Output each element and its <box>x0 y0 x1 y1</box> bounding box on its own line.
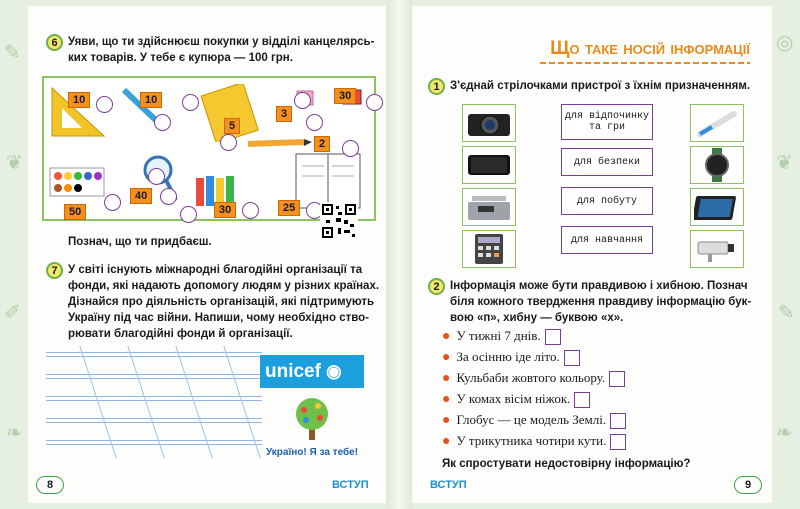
price-tag: 25 <box>278 200 300 216</box>
price-tag: 30 <box>214 202 236 218</box>
statement: ● У трикутника чотири кути. <box>442 433 626 450</box>
security-camera-device <box>690 230 744 268</box>
task2-question: Як спростувати недостовірну інформацію? <box>442 458 691 470</box>
statement: ● У комах вісім ніжок. <box>442 391 590 408</box>
scale-device <box>462 188 516 226</box>
section-footer: ВСТУП <box>430 479 467 491</box>
purpose-label[interactable]: для безпеки <box>561 148 653 176</box>
answer-circle[interactable] <box>342 140 359 157</box>
price-tag: 50 <box>64 204 86 220</box>
bullet-icon: ● <box>442 329 451 344</box>
leaf-decoration-icon: ❦ <box>776 152 793 174</box>
bullet-icon: ● <box>442 392 451 407</box>
stationery-grid <box>42 76 376 221</box>
task-number: 2 <box>428 278 445 295</box>
price-tag: 40 <box>130 188 152 204</box>
price-tag: 2 <box>314 136 330 152</box>
title-underline <box>540 60 750 66</box>
brush-decoration-icon: ✐ <box>4 302 21 324</box>
statement: ● За осінню іде літо. <box>442 349 580 366</box>
calculator-device <box>462 230 516 268</box>
section-footer: ВСТУП <box>332 479 369 491</box>
answer-circle[interactable] <box>154 114 171 131</box>
answer-circle[interactable] <box>160 188 177 205</box>
tablet-device <box>690 188 744 226</box>
task1-text: З'єднай стрілочками пристрої з їхнім призначенням. <box>450 80 751 92</box>
purpose-label[interactable]: для відпочинку та гри <box>561 104 653 140</box>
smartwatch-device <box>690 146 744 184</box>
left-page <box>28 6 386 503</box>
phone-device <box>462 146 516 184</box>
purpose-label[interactable]: для побуту <box>561 187 653 215</box>
price-tag: 30 <box>334 88 356 104</box>
qr-code-icon <box>320 202 358 240</box>
answer-circle[interactable] <box>148 168 165 185</box>
task6-line1: Уяви, що ти здійснюєш покупки у відділі канцелярсь- <box>68 36 375 48</box>
pencil-decoration-icon: ✎ <box>778 302 795 324</box>
tablet-icon <box>694 192 740 222</box>
task6-answer-prompt: Познач, що ти придбаєш. <box>68 236 212 248</box>
task6-line2: ких товарів. У тебе є купюра — 100 грн. <box>68 52 293 64</box>
thermometer-device <box>690 104 744 142</box>
answer-circle[interactable] <box>306 114 323 131</box>
answer-circle[interactable] <box>182 94 199 111</box>
task-number: 1 <box>428 78 445 95</box>
calculator-icon <box>472 232 506 266</box>
task7-line: фонди, які надають допомогу людям у різних країнах. <box>68 280 380 292</box>
statement: ● Кульбаби жовтого кольору. <box>442 370 625 387</box>
smartphone-icon <box>466 152 512 178</box>
bullet-icon: ● <box>442 413 451 428</box>
kitchen-scale-icon <box>466 192 512 222</box>
camera-device <box>462 104 516 142</box>
right-page <box>412 6 772 503</box>
task2-line: біля кожного твердження правдиву інформацію бук- <box>450 296 752 308</box>
ukraine-logo-text: Україно! Я за тебе! <box>265 447 359 458</box>
pencil-decoration-icon: ✎ <box>4 42 21 64</box>
answer-circle[interactable] <box>96 96 113 113</box>
task7-line: У світі існують міжнародні благодійні організації та <box>68 264 363 276</box>
task7-line: Дізнайся про діяльність організацій, які підтримують <box>68 296 375 308</box>
paint-set-icon <box>48 162 106 202</box>
purpose-label[interactable]: для навчання <box>561 226 653 254</box>
answer-box[interactable] <box>610 413 626 429</box>
answer-circle[interactable] <box>242 202 259 219</box>
price-tag: 3 <box>276 106 292 122</box>
page-number: 8 <box>36 476 64 494</box>
unicef-logo: unicef ◉ <box>260 355 364 388</box>
answer-box[interactable] <box>574 392 590 408</box>
task7-line: рювати благодійні фонди й організації. <box>68 328 293 340</box>
answer-circle[interactable] <box>220 134 237 151</box>
thermometer-icon <box>694 108 740 138</box>
task2-line: вою «п», хибну — буквою «х». <box>450 312 624 324</box>
camera-icon <box>466 108 512 138</box>
tree-icon <box>282 394 342 442</box>
book-gutter <box>386 0 412 509</box>
leaf-decoration-icon: ❧ <box>6 422 23 444</box>
answer-circle[interactable] <box>104 194 121 211</box>
answer-box[interactable] <box>609 371 625 387</box>
answer-box[interactable] <box>610 434 626 450</box>
price-tag: 5 <box>224 118 240 134</box>
globe-icon: ◉ <box>325 361 342 381</box>
bullet-icon: ● <box>442 350 451 365</box>
answer-box[interactable] <box>564 350 580 366</box>
answer-box[interactable] <box>545 329 561 345</box>
answer-circle[interactable] <box>366 94 383 111</box>
statement: ● Глобус — це модель Землі. <box>442 412 626 429</box>
leaf-decoration-icon: ❦ <box>6 152 23 174</box>
answer-circle[interactable] <box>294 92 311 109</box>
price-tag: 10 <box>140 92 162 108</box>
globe-decoration-icon: ◎ <box>776 32 794 54</box>
writing-lines[interactable] <box>46 346 262 458</box>
answer-circle[interactable] <box>180 206 197 223</box>
leaf-decoration-icon: ❧ <box>776 422 793 444</box>
bullet-icon: ● <box>442 434 451 449</box>
bullet-icon: ● <box>442 371 451 386</box>
page-number: 9 <box>734 476 762 494</box>
page-title: Що таке носій інформації <box>550 38 750 59</box>
smartwatch-icon <box>700 148 734 182</box>
task-number: 6 <box>46 34 63 51</box>
statement: ● У тижні 7 днів. <box>442 328 561 345</box>
security-camera-icon <box>694 234 740 264</box>
task7-line: Україну під час війни. Напиши, чому необхідно ство- <box>68 312 369 324</box>
task-number: 7 <box>46 262 63 279</box>
price-tag: 10 <box>68 92 90 108</box>
ukraine-charity-logo <box>260 394 364 466</box>
task2-line: Інформація може бути правдивою і хибною. Познач <box>450 280 748 292</box>
